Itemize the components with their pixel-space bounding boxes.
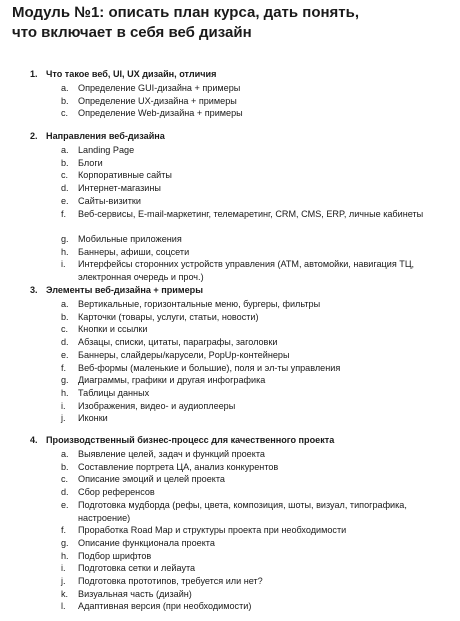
list-item — [61, 499, 453, 524]
list-item — [61, 246, 453, 259]
list-item-text: Сайты-визитки — [78, 195, 141, 206]
list-item-text: Баннеры, афиши, соцсети — [78, 246, 190, 257]
list-item-text: Кнопки и ссылки — [78, 324, 148, 335]
list-item — [61, 195, 453, 208]
list-item — [61, 349, 453, 362]
list-item — [61, 107, 453, 120]
list-item-text: Абзацы, списки, цитаты, параграфы, заголовки — [78, 337, 278, 348]
list-item-marker: j. — [61, 576, 66, 586]
list-item — [61, 82, 453, 95]
list-item-text: Сбор референсов — [78, 487, 155, 498]
document-title — [12, 3, 452, 43]
section-number: 4. — [30, 435, 38, 445]
list-item-marker: e. — [61, 195, 69, 206]
list-item — [61, 323, 453, 336]
list-item — [61, 169, 453, 182]
list-item — [61, 400, 453, 413]
list-item-marker: k. — [61, 588, 69, 599]
list-item — [61, 387, 453, 400]
section-heading — [30, 284, 203, 296]
list-item-text: Проработка Road Map и структуры проекта при необходимости — [78, 525, 347, 536]
list-item-marker: c. — [61, 108, 69, 119]
list-item-marker: f. — [61, 525, 67, 536]
list-item-marker: h. — [61, 550, 69, 561]
list-item-text: Интерфейсы сторонних устройств управления (АТМ, автомойки, навигация ТЦ, электронная очередь и проч.) — [78, 259, 415, 282]
list-item — [61, 550, 453, 563]
list-item-marker: g. — [61, 375, 69, 386]
list-item-text: Описание эмоций и целей проекта — [78, 474, 225, 485]
list-item-marker: e. — [61, 349, 69, 360]
list-item — [61, 182, 453, 195]
list-item — [61, 600, 453, 613]
list-item — [61, 575, 453, 588]
section-heading — [30, 130, 165, 142]
list-item-text: Веб-формы (маленькие и большие), поля и эл-ты управления — [78, 362, 341, 373]
list-item-text: Подготовка прототипов, требуется или нет? — [78, 576, 263, 586]
section-number: 3. — [30, 285, 38, 295]
list-item-text: Landing Page — [78, 145, 135, 155]
list-item — [61, 311, 453, 324]
title-line-2: что включает в себя веб дизайн — [12, 24, 252, 41]
list-item-marker: g. — [61, 233, 69, 244]
list-item — [61, 524, 453, 537]
list-item-text: Изображения, видео- и аудиоплееры — [78, 400, 236, 411]
list-item — [61, 448, 453, 461]
section-heading-text: Элементы веб-дизайна + примеры — [46, 285, 203, 295]
list-item-text: Таблицы данных — [78, 387, 150, 398]
list-item-marker: a. — [61, 449, 69, 459]
list-item — [61, 588, 453, 601]
list-item-text: Вертикальные, горизонтальные меню, бургеры, фильтры — [78, 299, 321, 309]
list-item-text: Составление портрета ЦА, анализ конкурентов — [78, 461, 279, 472]
list-item — [61, 461, 453, 474]
list-item-marker: h. — [61, 246, 69, 257]
list-item-marker: f. — [61, 208, 67, 219]
section-number: 2. — [30, 131, 38, 141]
list-item-marker: e. — [61, 499, 69, 510]
list-item-marker: a. — [61, 145, 69, 155]
list-item-marker: i. — [61, 563, 66, 574]
section-heading — [30, 68, 216, 80]
list-item-text: Подготовка мудборда (рефы, цвета, композиция, шоты, визуал, типографика, настроение) — [78, 499, 407, 523]
list-item-text: Подбор шрифтов — [78, 550, 152, 561]
list-item — [61, 95, 453, 108]
list-item-text: Определение Web-дизайна + примеры — [78, 108, 243, 119]
list-item-text: Определение GUI-дизайна + примеры — [78, 83, 241, 93]
list-item — [61, 537, 453, 550]
section-heading-text: Что такое веб, UI, UX дизайн, отличия — [46, 69, 217, 79]
title-line-1: Модуль №1: описать план курса, дать понять, — [12, 4, 360, 21]
list-item-text: Блоги — [78, 157, 103, 168]
list-item — [61, 362, 453, 375]
list-item — [61, 374, 453, 387]
list-item-marker: b. — [61, 95, 69, 106]
list-item-text: Диаграммы, графики и другая инфографика — [78, 375, 266, 386]
list-item-text: Веб-сервисы, E-mail-маркетинг, телемаретинг, CRM, CMS, ERP, личные кабинеты — [78, 208, 424, 219]
list-item-marker: i. — [61, 400, 66, 411]
list-item-text: Описание функционала проекта — [78, 537, 215, 548]
list-item — [61, 412, 453, 425]
list-item-marker: d. — [61, 183, 69, 194]
list-item-text: Карточки (товары, услуги, статьи, новости) — [78, 311, 259, 322]
list-item — [61, 486, 453, 499]
list-item-text: Интернет-магазины — [78, 183, 161, 194]
list-item-marker: a. — [61, 299, 69, 309]
list-item-marker: l. — [61, 601, 66, 612]
list-item — [61, 258, 453, 283]
list-item-marker: a. — [61, 83, 69, 93]
list-item-text: Подготовка сетки и лейаута — [78, 563, 196, 574]
list-item-marker: j. — [61, 413, 66, 424]
list-item — [61, 208, 453, 221]
list-item-marker: g. — [61, 537, 69, 548]
list-item-marker: f. — [61, 362, 67, 373]
list-item-marker: d. — [61, 337, 69, 348]
section-heading-text: Производственный бизнес-процесс для качественного проекта — [46, 435, 335, 445]
list-item-marker: c. — [61, 324, 69, 335]
list-item-text: Визуальная часть (дизайн) — [78, 588, 192, 599]
list-item — [61, 336, 453, 349]
list-item-marker: i. — [61, 259, 66, 270]
list-item-text: Определение UX-дизайна + примеры — [78, 95, 237, 106]
list-item-marker: d. — [61, 487, 69, 498]
list-item-marker: b. — [61, 157, 69, 168]
list-item-text: Баннеры, слайдеры/карусели, PopUp-контейнеры — [78, 349, 290, 360]
section-number: 1. — [30, 69, 38, 79]
list-item — [61, 144, 453, 157]
list-item-text: Корпоративные сайты — [78, 170, 172, 181]
list-item-text: Выявление целей, задач и функций проекта — [78, 449, 265, 459]
list-item-marker: b. — [61, 461, 69, 472]
list-item-text: Иконки — [78, 413, 108, 424]
list-item — [61, 157, 453, 170]
section-heading-text: Направления веб-дизайна — [46, 131, 165, 141]
list-item-text: Адаптивная версия (при необходимости) — [78, 601, 252, 612]
list-item-marker: c. — [61, 170, 69, 181]
list-item-text: Мобильные приложения — [78, 233, 182, 244]
list-item — [61, 562, 453, 575]
list-item — [61, 233, 453, 246]
list-item — [61, 473, 453, 486]
list-item-marker: b. — [61, 311, 69, 322]
list-item — [61, 298, 453, 311]
section-heading — [30, 434, 334, 446]
list-item-marker: h. — [61, 387, 69, 398]
list-item-marker: c. — [61, 474, 69, 485]
